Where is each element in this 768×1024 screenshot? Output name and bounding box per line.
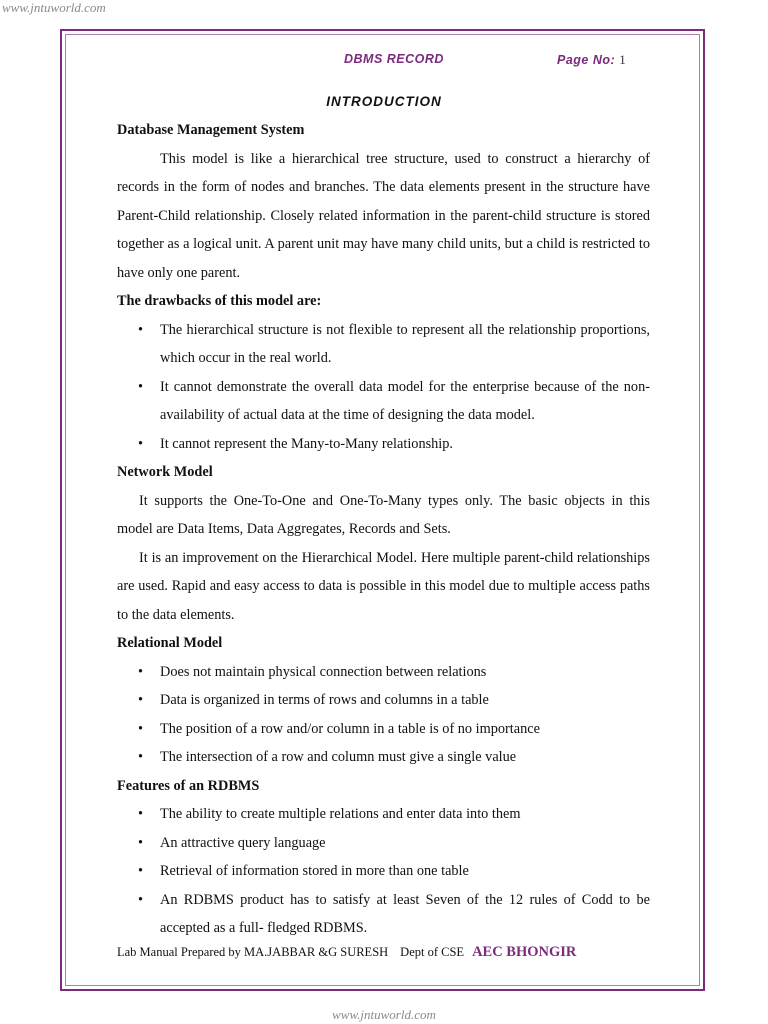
list-item: • The position of a row and/or column in a table is of no importance <box>117 715 650 744</box>
page-title: INTRODUCTION <box>326 94 442 109</box>
drawbacks-heading: The drawbacks of this model are: <box>117 293 322 309</box>
dbms-heading: Database Management System <box>117 122 305 138</box>
header-title: DBMS RECORD <box>344 52 444 66</box>
list-item: • Does not maintain physical connection between relations <box>117 658 650 687</box>
list-item: • It cannot represent the Many-to-Many relationship. <box>117 430 650 459</box>
page-label: Page No: <box>557 53 616 67</box>
watermark-bottom: www.jntuworld.com <box>332 1007 436 1022</box>
footer-dept: Dept of CSE <box>400 945 465 959</box>
footer-prepared-by: Lab Manual Prepared by MA.JABBAR &G SURESH <box>117 945 389 959</box>
features-heading: Features of an RDBMS <box>117 777 260 794</box>
list-item: • An RDBMS product has to satisfy at least Seven of the 12 rules of Codd to be accepted as a full- fledged RDBMS. <box>117 886 650 943</box>
list-item: • Retrieval of information stored in more than one table <box>117 857 650 886</box>
drawbacks-list <box>117 316 650 459</box>
relational-heading: Relational Model <box>117 635 223 651</box>
document-body <box>117 116 650 943</box>
page-footer <box>117 944 576 961</box>
list-item: • The hierarchical structure is not flexible to represent all the relationship proportions, which occur in the real world. <box>117 316 650 373</box>
list-item: • The intersection of a row and column must give a single value <box>117 743 650 772</box>
list-item: • Data is organized in terms of rows and columns in a table <box>117 686 650 715</box>
dbms-paragraph: This model is like a hierarchical tree structure, used to construct a hierarchy of records in the form of nodes and branches. The data elements present in the structure have Parent-Child relationship. Closely related information in the parent-child structure is stored together as a logical unit. A parent unit may have many child units, but a child is restricted to have only one parent. <box>117 150 650 281</box>
list-item: • The ability to create multiple relations and enter data into them <box>117 800 650 829</box>
header-page <box>557 52 626 68</box>
list-item: • An attractive query language <box>117 829 650 858</box>
page-header <box>0 52 768 70</box>
watermark-top: www.jntuworld.com <box>2 0 106 15</box>
footer-college: AEC BHONGIR <box>472 944 577 960</box>
features-list <box>117 800 650 943</box>
list-item: • It cannot demonstrate the overall data model for the enterprise because of the non-availability of actual data at the time of designing the data model. <box>117 373 650 430</box>
page-number: 1 <box>619 52 627 67</box>
network-heading: Network Model <box>117 464 213 480</box>
network-paragraph-2: It is an improvement on the Hierarchical Model. Here multiple parent-child relationships are used. Rapid and easy access to data is possible in this model due to multiple access paths to the data elements. <box>117 549 650 623</box>
relational-list <box>117 658 650 772</box>
network-paragraph-1: It supports the One-To-One and One-To-Many types only. The basic objects in this model are Data Items, Data Aggregates, Records and Sets. <box>117 492 650 537</box>
